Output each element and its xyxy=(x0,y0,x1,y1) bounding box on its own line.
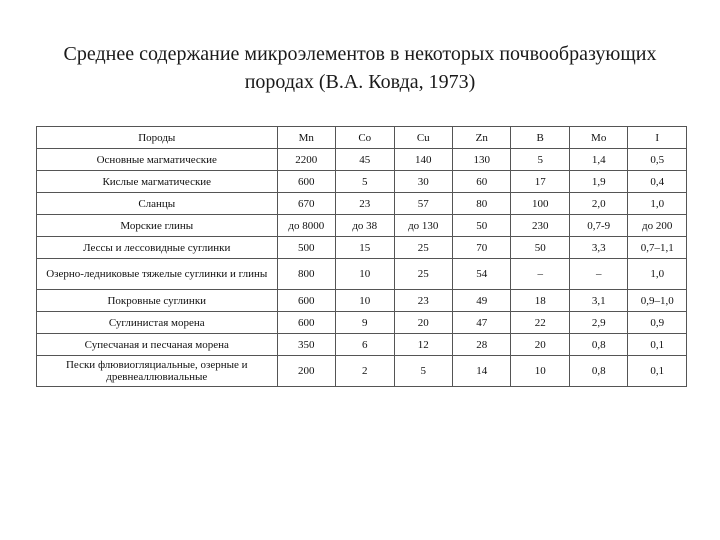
header-cell: Mo xyxy=(569,127,627,149)
table-row xyxy=(37,259,687,290)
rock-name-cell: Супесчаная и песчаная морена xyxy=(37,334,278,356)
value-cell: 500 xyxy=(277,237,335,259)
value-cell: 0,8 xyxy=(569,334,627,356)
value-cell: 25 xyxy=(394,237,452,259)
value-cell: 1,0 xyxy=(628,193,687,215)
value-cell: 0,7–1,1 xyxy=(628,237,687,259)
header-cell: Mn xyxy=(277,127,335,149)
table-row xyxy=(37,356,687,387)
value-cell: 23 xyxy=(336,193,394,215)
value-cell: 22 xyxy=(511,312,569,334)
value-cell: 0,5 xyxy=(628,149,687,171)
value-cell: 70 xyxy=(452,237,510,259)
rock-name-cell: Сланцы xyxy=(37,193,278,215)
rock-name-cell: Покровные суглинки xyxy=(37,290,278,312)
table-row xyxy=(37,171,687,193)
value-cell: 5 xyxy=(394,356,452,387)
value-cell: 60 xyxy=(452,171,510,193)
value-cell: 0,9 xyxy=(628,312,687,334)
value-cell: 130 xyxy=(452,149,510,171)
value-cell: 2,9 xyxy=(569,312,627,334)
value-cell: 600 xyxy=(277,290,335,312)
value-cell: 49 xyxy=(452,290,510,312)
table-row xyxy=(37,149,687,171)
value-cell: 54 xyxy=(452,259,510,290)
table-row xyxy=(37,290,687,312)
page-title xyxy=(40,40,680,96)
header-cell: Породы xyxy=(37,127,278,149)
header-cell: Zn xyxy=(452,127,510,149)
rock-name-cell: Пески флювиогляциальные, озерные и древнеаллювиальные xyxy=(37,356,278,387)
value-cell: 0,8 xyxy=(569,356,627,387)
value-cell: 2,0 xyxy=(569,193,627,215)
value-cell: 30 xyxy=(394,171,452,193)
value-cell: 200 xyxy=(277,356,335,387)
value-cell: до 8000 xyxy=(277,215,335,237)
value-cell: 50 xyxy=(452,215,510,237)
table-row xyxy=(37,237,687,259)
title-line-2: породах (В.А. Ковда, 1973) xyxy=(244,71,476,93)
value-cell: до 38 xyxy=(336,215,394,237)
value-cell: 14 xyxy=(452,356,510,387)
value-cell: 47 xyxy=(452,312,510,334)
table-row xyxy=(37,334,687,356)
value-cell: 15 xyxy=(336,237,394,259)
value-cell: 2200 xyxy=(277,149,335,171)
value-cell: 45 xyxy=(336,149,394,171)
value-cell: 17 xyxy=(511,171,569,193)
value-cell: 0,1 xyxy=(628,356,687,387)
value-cell: 0,1 xyxy=(628,334,687,356)
value-cell: 10 xyxy=(336,290,394,312)
value-cell: 12 xyxy=(394,334,452,356)
rock-name-cell: Лессы и лессовидные суглинки xyxy=(37,237,278,259)
table-row xyxy=(37,215,687,237)
table-header-row xyxy=(37,127,687,149)
value-cell: – xyxy=(511,259,569,290)
value-cell: 3,3 xyxy=(569,237,627,259)
value-cell: 2 xyxy=(336,356,394,387)
header-cell: Co xyxy=(336,127,394,149)
value-cell: 670 xyxy=(277,193,335,215)
value-cell: 100 xyxy=(511,193,569,215)
value-cell: 25 xyxy=(394,259,452,290)
value-cell: 57 xyxy=(394,193,452,215)
rock-name-cell: Кислые магматические xyxy=(37,171,278,193)
value-cell: – xyxy=(569,259,627,290)
value-cell: 5 xyxy=(511,149,569,171)
header-cell: B xyxy=(511,127,569,149)
value-cell: 600 xyxy=(277,312,335,334)
value-cell: 600 xyxy=(277,171,335,193)
value-cell: 20 xyxy=(511,334,569,356)
value-cell: до 200 xyxy=(628,215,687,237)
value-cell: 80 xyxy=(452,193,510,215)
value-cell: 1,9 xyxy=(569,171,627,193)
table-row xyxy=(37,312,687,334)
value-cell: 28 xyxy=(452,334,510,356)
value-cell: 50 xyxy=(511,237,569,259)
microelements-table xyxy=(36,126,687,387)
value-cell: 1,4 xyxy=(569,149,627,171)
value-cell: 5 xyxy=(336,171,394,193)
rock-name-cell: Озерно-ледниковые тяжелые суглинки и глины xyxy=(37,259,278,290)
value-cell: 0,4 xyxy=(628,171,687,193)
value-cell: 140 xyxy=(394,149,452,171)
value-cell: 3,1 xyxy=(569,290,627,312)
value-cell: 23 xyxy=(394,290,452,312)
value-cell: 0,9–1,0 xyxy=(628,290,687,312)
header-cell: Cu xyxy=(394,127,452,149)
value-cell: 6 xyxy=(336,334,394,356)
rock-name-cell: Основные магматические xyxy=(37,149,278,171)
value-cell: 350 xyxy=(277,334,335,356)
value-cell: 1,0 xyxy=(628,259,687,290)
value-cell: 10 xyxy=(336,259,394,290)
table-row xyxy=(37,193,687,215)
rock-name-cell: Морские глины xyxy=(37,215,278,237)
value-cell: 800 xyxy=(277,259,335,290)
header-cell: I xyxy=(628,127,687,149)
value-cell: до 130 xyxy=(394,215,452,237)
value-cell: 20 xyxy=(394,312,452,334)
value-cell: 9 xyxy=(336,312,394,334)
value-cell: 230 xyxy=(511,215,569,237)
title-line-1: Среднее содержание микроэлементов в некоторых почвообразующих xyxy=(63,43,657,65)
value-cell: 10 xyxy=(511,356,569,387)
rock-name-cell: Суглинистая морена xyxy=(37,312,278,334)
value-cell: 0,7-9 xyxy=(569,215,627,237)
value-cell: 18 xyxy=(511,290,569,312)
